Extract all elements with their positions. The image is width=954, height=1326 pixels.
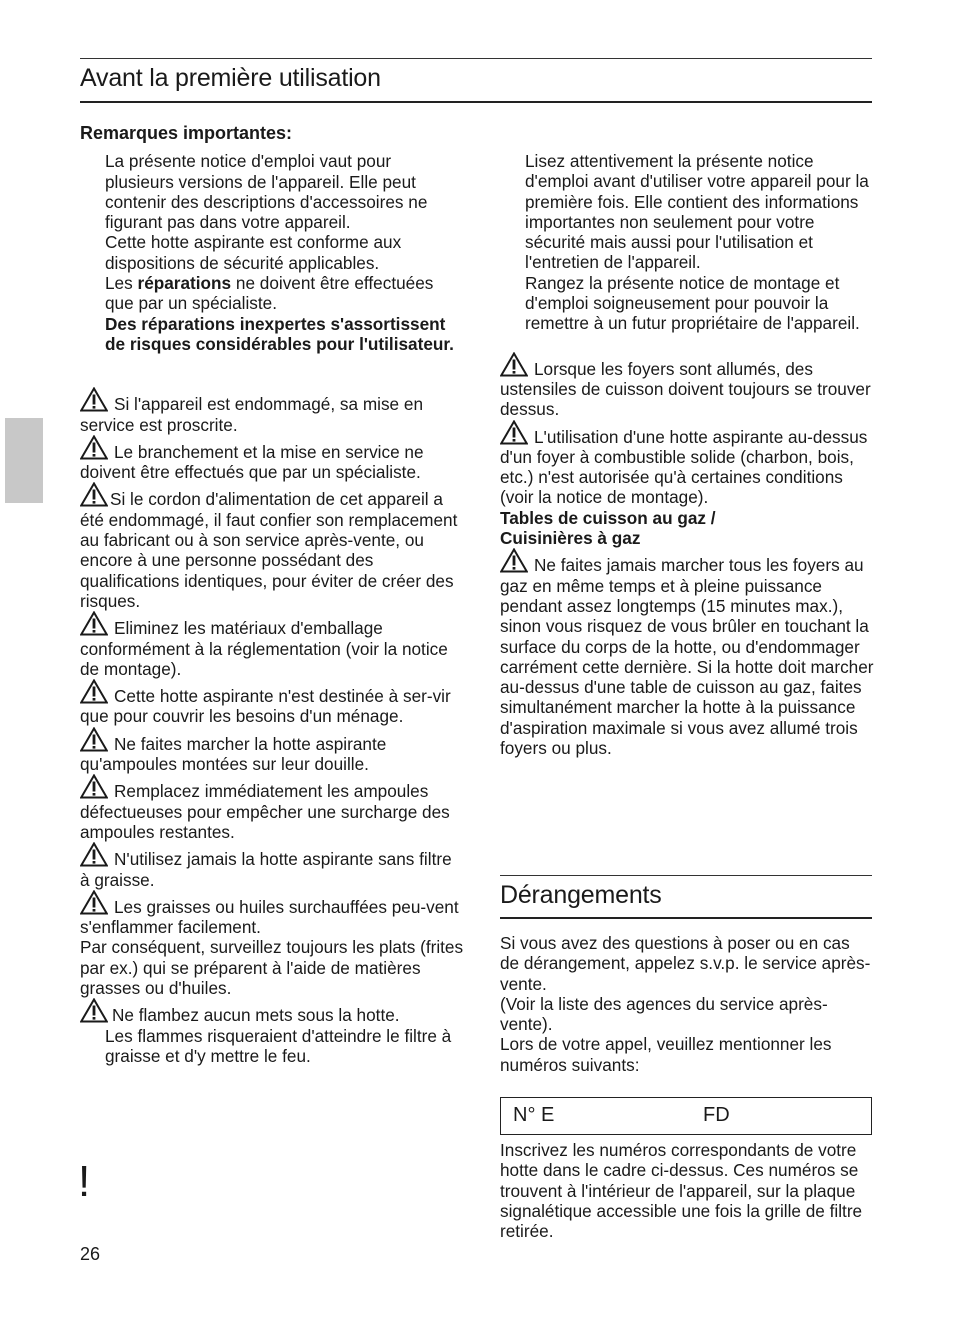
warning-triangle-icon [80, 998, 108, 1023]
safety-conformity-text: Cette hotte aspirante est conforme aux dispositions de sécurité applicables. [105, 232, 402, 273]
warning-overheated-oil-cont: Par conséquent, surveillez toujours les plats (frites par ex.) qui se préparent à l'aide de matières grasses ou d'huiles. [80, 937, 464, 998]
warning-triangle-icon [80, 842, 108, 867]
header-bottom-rule [80, 101, 872, 103]
e-number-label: N° E [513, 1104, 555, 1126]
warning-overheated-oil: Les graisses ou huiles surchauffées peu-vent s'enflammer facilement. [80, 890, 464, 938]
warning-bulbs-mounted: Ne faites marcher la hotte aspirante qu'ampoules montées sur leur douille. [80, 727, 464, 775]
right-column [500, 151, 875, 758]
warning-triangle-icon [80, 890, 108, 915]
keep-notice-text: Rangez la présente notice de montage et d'emploi soigneusement pour pouvoir la remettre à un futur propriétaire de l'appareil. [525, 272, 860, 334]
header-top-rule [80, 58, 872, 59]
warning-grease-filter: N'utilisez jamais la hotte aspirante sans filtre à graisse. [80, 842, 464, 890]
warning-no-flambe: Ne flambez aucun mets sous la hotte. [80, 998, 464, 1025]
troubles-footer-text [500, 1140, 872, 1241]
warning-triangle-icon [500, 352, 528, 377]
repairs-text: Les réparations ne doivent être effectuées que par un spécialiste. [105, 273, 434, 314]
exclamation-mark: ! [78, 1157, 91, 1206]
fd-number-label: FD [703, 1104, 730, 1126]
troubles-top-rule [500, 875, 872, 876]
warning-damaged: Si l'appareil est endommagé, sa mise en service est proscrite. [80, 387, 464, 435]
notice-versions-text: La présente notice d'emploi vaut pour plusieurs versions de l'appareil. Elle peut contenir des descriptions d'accessoires ne figurant pas dans votre appareil. [105, 151, 428, 233]
troubles-agencies-note: (Voir la liste des agences du service après-vente). [500, 993, 828, 1035]
warning-triangle-icon [80, 727, 108, 752]
warning-replace-bulbs: Remplacez immédiatement les ampoules défectueuses pour empêcher une surcharge des ampoules restantes. [80, 774, 464, 842]
troubles-mention-numbers: Lors de votre appel, veuillez mentionner les numéros suivants: [500, 1034, 832, 1075]
left-column [80, 123, 464, 1066]
warning-triangle-icon [500, 420, 528, 445]
warning-packaging: Eliminez les matériaux d'emballage conformément à la réglementation (voir la notice de montage). [80, 611, 464, 679]
warning-triangle-icon [80, 387, 108, 412]
warning-gas-burners: Ne faites jamais marcher tous les foyers au gaz en même temps et à pleine puissance pendant assez longtemps (15 minutes max.), sinon vous risquez de vous brûler en touchant la surface du corps de la hotte, ou d'endommager carrément cette dernière. Si la hotte doit marcher au-dessus d'une table de cuisson au gaz, faites simultanément marcher la hotte à la puissance d'aspiration maximale si vous avez allumé trois foyers ou plus. [500, 548, 875, 758]
product-numbers-box [500, 1097, 872, 1135]
troubles-title: Dérangements [500, 881, 662, 909]
warning-pans-on-burners: Lorsque les foyers sont allumés, des ustensiles de cuisson doivent toujours se trouver dessus. [500, 352, 875, 420]
warning-triangle-icon [80, 774, 108, 799]
warning-triangle-icon [500, 548, 528, 573]
page-title: Avant la première utilisation [80, 64, 381, 92]
troubles-bottom-rule [500, 917, 872, 919]
gas-heading: Tables de cuisson au gaz / Cuisinières à gaz [500, 507, 716, 549]
important-notes-heading: Remarques importantes: [80, 123, 293, 143]
warning-triangle-icon [80, 611, 108, 636]
troubles-body [500, 933, 872, 1075]
warning-solid-fuel: L'utilisation d'une hotte aspirante au-dessus d'un foyer à combustible solide (charbon, bois, etc.) n'est autorisée qu'à certaines conditions (voir la notice de montage). [500, 420, 875, 508]
warning-household-use: Cette hotte aspirante n'est destinée à ser-vir que pour couvrir les besoins d'un ménage. [80, 679, 464, 727]
read-carefully-text: Lisez attentivement la présente notice d'emploi avant d'utiliser votre appareil pour la première fois. Elle contient des informations importantes non seulement pour votre sécurité mais aussi pour l'utilisation et l'entretien de l'appareil. [525, 151, 869, 273]
warning-triangle-icon [80, 435, 108, 460]
warning-triangle-icon [80, 482, 108, 507]
warning-installation: Le branchement et la mise en service ne doivent être effectués que par un spécialiste. [80, 435, 464, 483]
warning-triangle-icon [80, 679, 108, 704]
page-number: 26 [80, 1244, 101, 1264]
troubles-call-service: Si vous avez des questions à poser ou en cas de dérangement, appelez s.v.p. le service après-vente. [500, 933, 871, 994]
troubles-numbers-location: Inscrivez les numéros correspondants de votre hotte dans le cadre ci-dessus. Ces numéros se trouvent à l'intérieur de l'appareil, sur la plaque signalétique accessible une fois la grille de filtre retirée. [500, 1140, 863, 1242]
side-tab-marker [5, 418, 43, 503]
warning-no-flambe-cont: Les flammes risqueraient d'atteindre le filtre à graisse et d'y mettre le feu. [105, 1025, 452, 1066]
warning-power-cord: Si le cordon d'alimentation de cet appareil a été endommagé, il faut confier son remplacement au fabricant ou à son service après-vente, ou encore à une personne possédant des qualifications identiques, pour éviter de créer des risques. [80, 482, 464, 611]
repairs-warning-bold: Des réparations inexpertes s'assortissent de risques considérables pour l'utilisateur. [105, 313, 454, 354]
